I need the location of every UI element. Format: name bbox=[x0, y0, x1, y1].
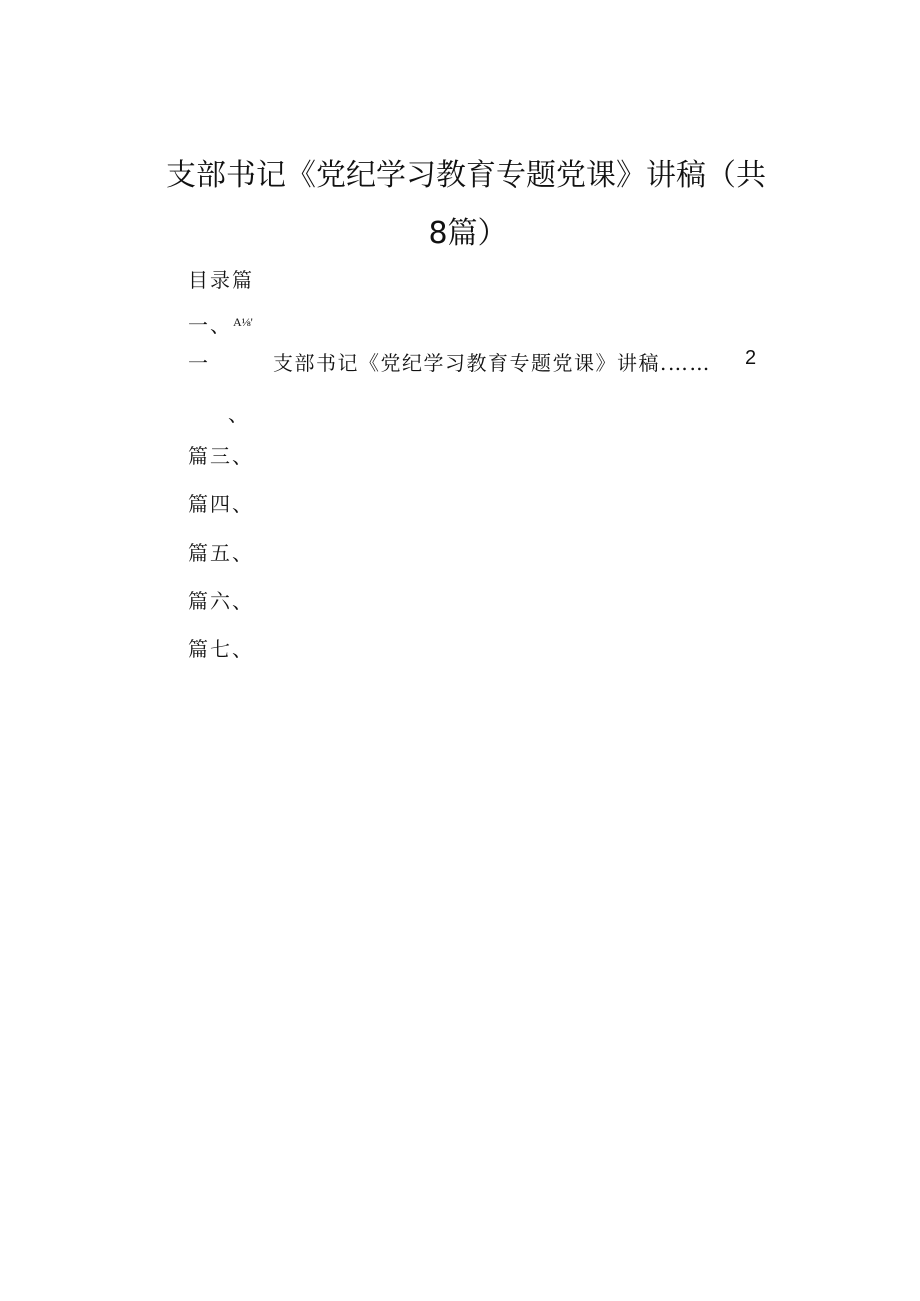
document-title-line-2: 8篇） bbox=[428, 216, 508, 251]
toc-row-1-prefix: 一、 bbox=[188, 313, 232, 337]
toc-item-3[interactable]: 篇三、 bbox=[188, 444, 254, 468]
toc-row-2-comma: 、 bbox=[228, 402, 248, 426]
document-title-line-1: 支部书记《党纪学习教育专题党课》讲稿（共 bbox=[166, 158, 766, 193]
toc-item-4[interactable]: 篇四、 bbox=[188, 492, 254, 516]
toc-item-5[interactable]: 篇五、 bbox=[188, 541, 254, 565]
toc-entry-1[interactable] bbox=[273, 347, 711, 376]
toc-row-2-prefix: 一 bbox=[188, 351, 208, 375]
toc-item-7[interactable]: 篇七、 bbox=[188, 637, 254, 661]
toc-item-6[interactable]: 篇六、 bbox=[188, 589, 254, 613]
toc-entry-1-leader: …… bbox=[667, 351, 711, 375]
toc-row-1-mark: A⅛' bbox=[233, 315, 253, 329]
toc-entry-1-title: 支部书记《党纪学习教育专题党课》讲稿. bbox=[273, 351, 668, 375]
toc-entry-1-page: 2 bbox=[745, 347, 757, 369]
toc-label: 目录篇 bbox=[188, 268, 254, 292]
